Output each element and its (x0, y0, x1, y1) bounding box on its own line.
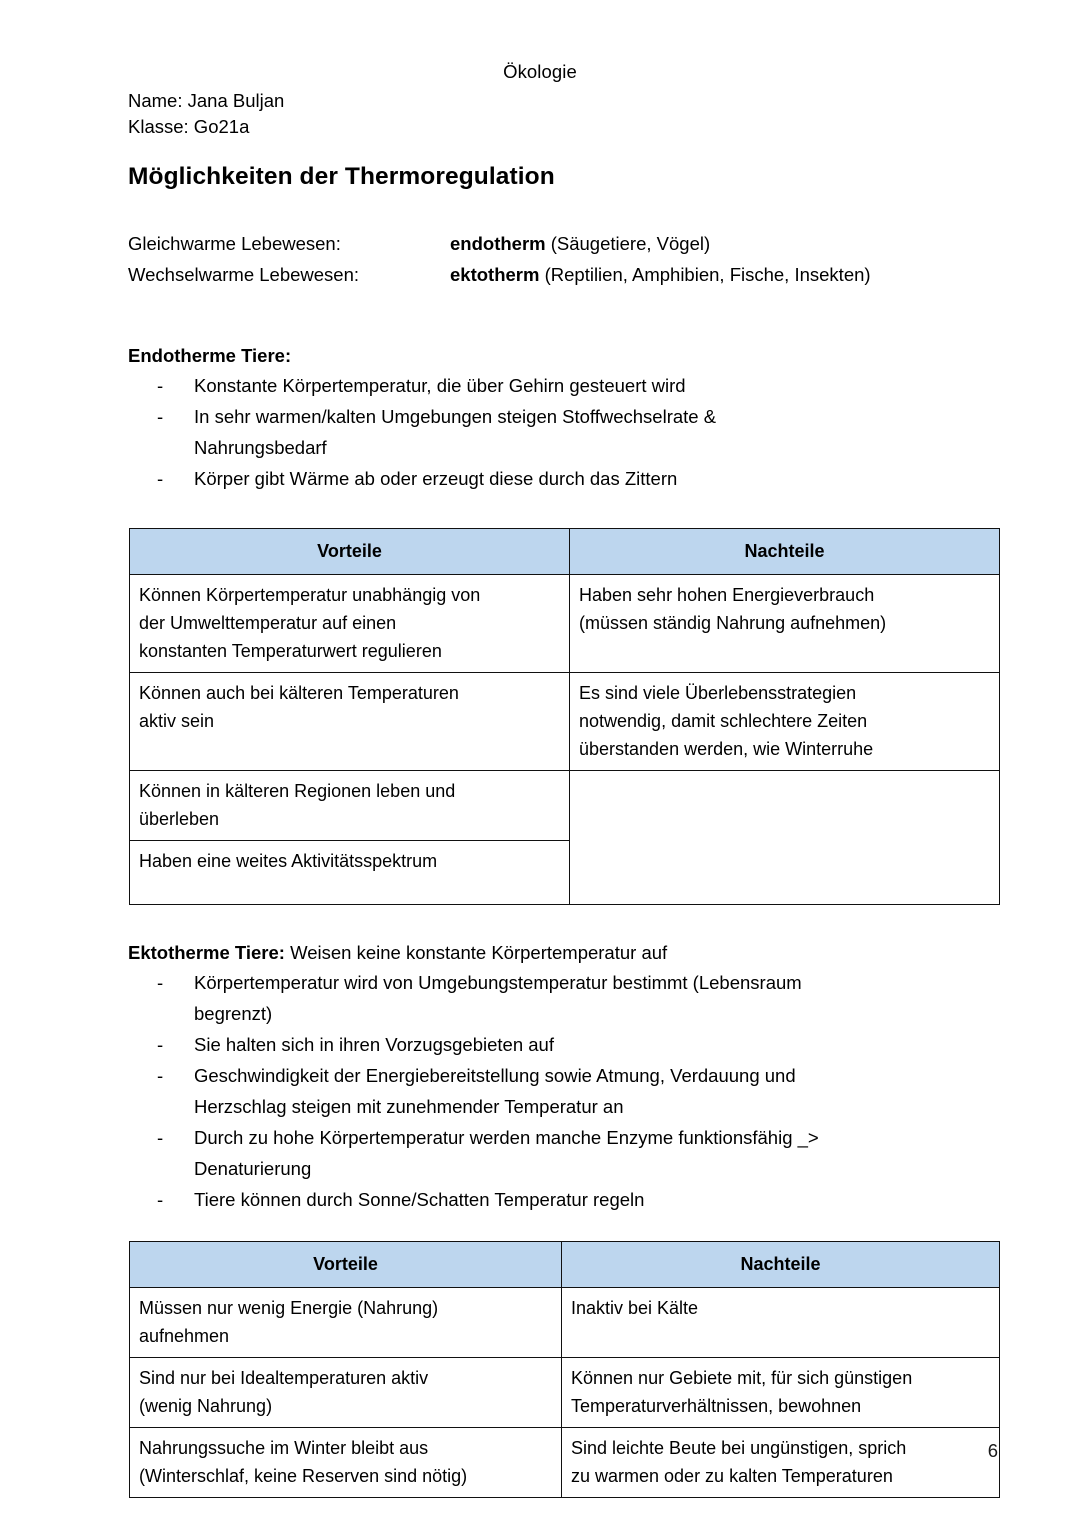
table-row (130, 575, 1000, 673)
cell-vorteile (130, 673, 570, 771)
spacer (128, 290, 1000, 342)
cell-line: Inaktiv bei Kälte (571, 1298, 699, 1318)
column-header-nachteile: Nachteile (570, 529, 1000, 575)
list-item-line: - Körper gibt Wärme ab oder erzeugt diese durch das Zittern (194, 468, 678, 489)
column-header-vorteile: Vorteile (130, 1242, 562, 1288)
cell-line: Müssen nur wenig Energie (Nahrung) (139, 1298, 439, 1318)
meta-name: Name: Jana Buljan (128, 90, 285, 111)
cell-vorteile (130, 1428, 562, 1498)
page-title: Möglichkeiten der Thermoregulation (128, 163, 555, 190)
list-item (128, 370, 1000, 401)
cell-line: (Winterschlaf, keine Reserven sind nötig) (139, 1466, 468, 1486)
cell-line: notwendig, damit schlechtere Zeiten (579, 711, 868, 731)
cell-line: aktiv sein (139, 711, 215, 731)
list-item-line: - Geschwindigkeit der Energiebereitstellung sowie Atmung, Verdauung und (194, 1065, 796, 1086)
document-body (128, 160, 1000, 1498)
cell-line: (müssen ständig Nahrung aufnehmen) (579, 613, 887, 633)
definition-keyword: ektotherm (450, 264, 540, 285)
cell-nachteile (570, 575, 1000, 673)
endotherm-heading: Endotherme Tiere: (128, 345, 292, 366)
list-item (128, 1029, 1000, 1060)
page-number: 6 (987, 1440, 998, 1461)
cell-line: überstanden werden, wie Winterruhe (579, 739, 874, 759)
list-item-line: - In sehr warmen/kalten Umgebungen steigen Stoffwechselrate & (194, 406, 717, 427)
cell-vorteile (130, 1288, 562, 1358)
student-meta (128, 88, 284, 140)
cell-line: Können Körpertemperatur unabhängig von (139, 585, 481, 605)
definition-row (128, 259, 1000, 290)
ektotherm-heading-bold: Ektotherme Tiere: (128, 942, 285, 963)
endotherm-comparison-table (129, 528, 1000, 905)
list-item-line: - Körpertemperatur wird von Umgebungstemperatur bestimmt (Lebensraum (194, 972, 802, 993)
cell-line: Nahrungssuche im Winter bleibt aus (139, 1438, 429, 1458)
list-item-line: begrenzt) (194, 1003, 273, 1024)
cell-line: Haben eine weites Aktivitätsspektrum (139, 851, 438, 871)
cell-line: konstanten Temperaturwert regulieren (139, 641, 442, 661)
spacer (128, 494, 1000, 528)
ektotherm-heading (128, 939, 1000, 967)
definition-value (450, 228, 710, 259)
list-item-line: - Konstante Körpertemperatur, die über Gehirn gesteuert wird (194, 375, 686, 396)
list-item-line: - Sie halten sich in ihren Vorzugsgebieten auf (194, 1034, 554, 1055)
table-row (130, 1358, 1000, 1428)
list-item (128, 463, 1000, 494)
table-header-row (130, 529, 1000, 575)
table-header-row (130, 1242, 1000, 1288)
spacer (128, 905, 1000, 939)
definition-row (128, 228, 1000, 259)
definition-examples: (Reptilien, Amphibien, Fische, Insekten) (539, 264, 871, 285)
cell-vorteile (130, 575, 570, 673)
cell-line: Sind leichte Beute bei ungünstigen, sprich (571, 1438, 907, 1458)
column-header-vorteile: Vorteile (130, 529, 570, 575)
cell-nachteile (562, 1428, 1000, 1498)
list-item-line: Denaturierung (194, 1158, 312, 1179)
cell-vorteile (130, 771, 570, 841)
table-row (130, 771, 1000, 841)
ektotherm-heading-rest: Weisen keine konstante Körpertemperatur auf (284, 942, 668, 963)
list-item (128, 401, 1000, 463)
cell-line: Temperaturverhältnissen, bewohnen (571, 1396, 862, 1416)
definition-keyword: endotherm (450, 233, 546, 254)
spacer (128, 1215, 1000, 1241)
cell-line: zu warmen oder zu kalten Temperaturen (571, 1466, 893, 1486)
definition-term: Gleichwarme Lebewesen: (128, 233, 341, 254)
cell-vorteile (130, 841, 570, 905)
definitions-block (128, 228, 1000, 290)
list-item-line: - Tiere können durch Sonne/Schatten Temperatur regeln (194, 1189, 645, 1210)
list-item (128, 1060, 1000, 1122)
cell-line: aufnehmen (139, 1326, 230, 1346)
column-header-nachteile: Nachteile (562, 1242, 1000, 1288)
list-item (128, 967, 1000, 1029)
cell-line: Sind nur bei Idealtemperaturen aktiv (139, 1368, 429, 1388)
list-item-line: - Durch zu hohe Körpertemperatur werden manche Enzyme funktionsfähig _> (194, 1127, 819, 1148)
cell-line: Können auch bei kälteren Temperaturen (139, 683, 459, 703)
cell-line: Können in kälteren Regionen leben und (139, 781, 456, 801)
cell-nachteile (562, 1358, 1000, 1428)
cell-line: Es sind viele Überlebensstrategien (579, 683, 857, 703)
list-item (128, 1184, 1000, 1215)
cell-line: Können nur Gebiete mit, für sich günstigen (571, 1368, 913, 1388)
definition-term: Wechselwarme Lebewesen: (128, 264, 360, 285)
list-item (128, 1122, 1000, 1184)
table-row (130, 1288, 1000, 1358)
endotherm-bullet-list (128, 370, 1000, 494)
ektotherm-bullet-list (128, 967, 1000, 1215)
cell-nachteile-empty-merged (570, 771, 1000, 905)
cell-nachteile (562, 1288, 1000, 1358)
cell-line: der Umwelttemperatur auf einen (139, 613, 397, 633)
list-item-line: Herzschlag steigen mit zunehmender Temperatur an (194, 1096, 624, 1117)
cell-line: überleben (139, 809, 220, 829)
definition-value (450, 259, 871, 290)
cell-line: Haben sehr hohen Energieverbrauch (579, 585, 875, 605)
document-subject: Ökologie (503, 61, 577, 82)
list-item-line: Nahrungsbedarf (194, 437, 327, 458)
meta-class: Klasse: Go21a (128, 116, 250, 137)
table-row (130, 673, 1000, 771)
cell-nachteile (570, 673, 1000, 771)
definition-examples: (Säugetiere, Vögel) (545, 233, 711, 254)
table-row (130, 1428, 1000, 1498)
cell-vorteile (130, 1358, 562, 1428)
cell-line: (wenig Nahrung) (139, 1396, 273, 1416)
